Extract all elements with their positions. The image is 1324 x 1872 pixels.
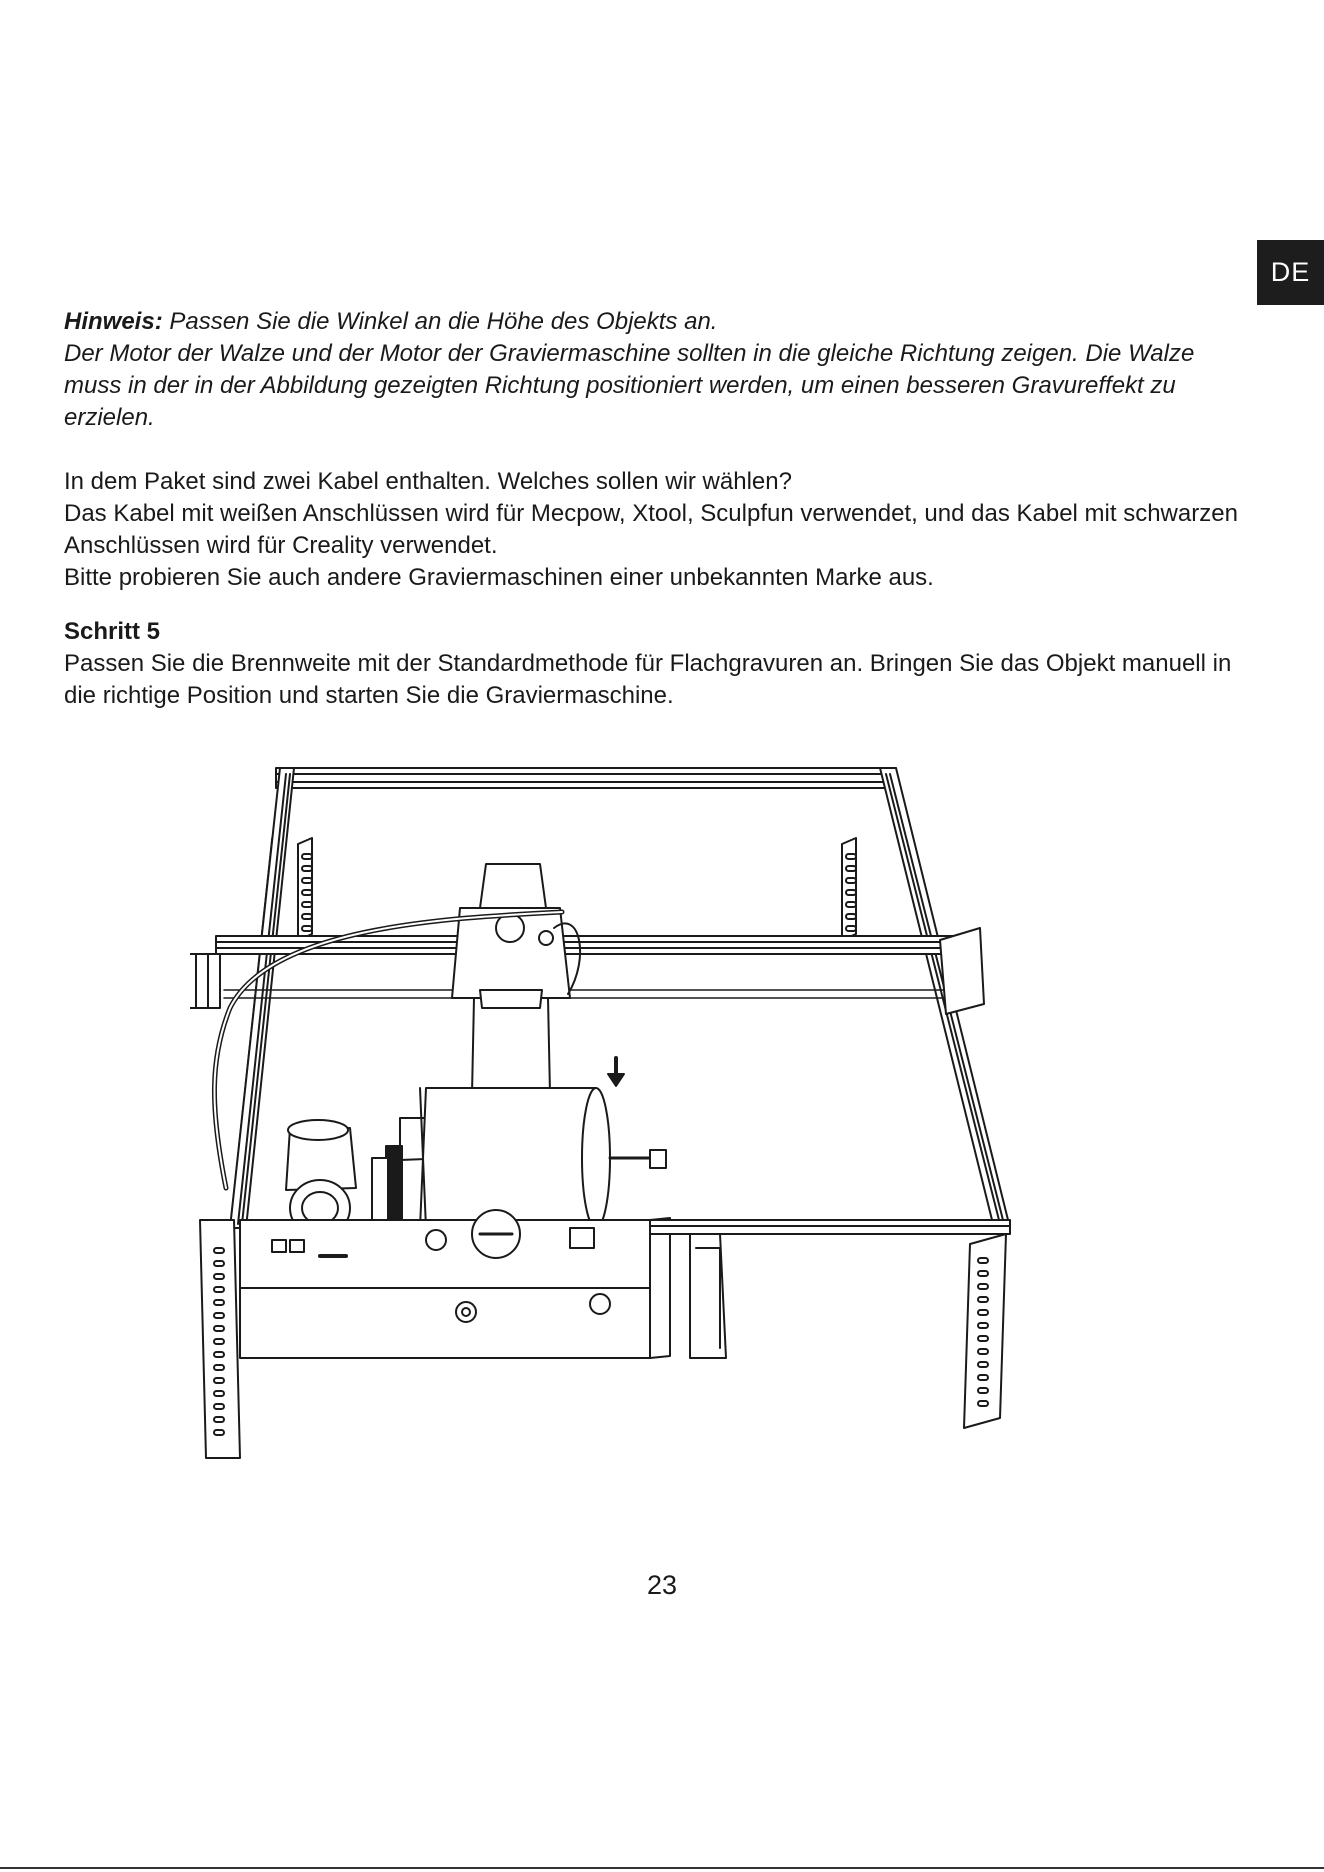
gantry-rail	[216, 936, 970, 998]
language-tab: DE	[1257, 240, 1324, 305]
page-content	[64, 306, 1244, 712]
back-rail	[276, 768, 896, 788]
cable-question: In dem Paket sind zwei Kabel enthalten. Welches sollen wir wählen?	[64, 468, 792, 495]
front-rail	[650, 1220, 1010, 1358]
cable-answer: Das Kabel mit weißen Anschlüssen wird für Mecpow, Xtool, Sculpfun verwendet, und das Kabel mit schwarzen Anschlüssen wird für Creality verwendet.	[64, 500, 1238, 559]
right-plate	[940, 928, 984, 1014]
step-block	[64, 616, 1244, 712]
note-text: Passen Sie die Winkel an die Höhe des Objekts an.	[162, 308, 718, 335]
control-box	[240, 1210, 670, 1358]
note-label: Hinweis:	[64, 308, 163, 335]
back-legs	[298, 838, 856, 940]
note-line-1	[64, 306, 1244, 338]
engraver-illustration	[190, 758, 1030, 1470]
step-title: Schritt 5	[64, 618, 161, 645]
rotary-roller	[286, 1088, 666, 1236]
page-number: 23	[646, 1570, 678, 1600]
left-motor	[190, 954, 220, 1008]
note-block	[64, 306, 1244, 434]
note-line-2: Der Motor der Walze und der Motor der Graviermaschine sollten in die gleiche Richtung zeigen. Die Walze muss in der in der Abbildung gezeigten Richtung positioniert werden, um einen besseren Gravureffekt zu erzielen.	[64, 340, 1195, 431]
step-text: Passen Sie die Brennweite mit der Standardmethode für Flachgravuren an. Bringen Sie das Objekt manuell in die richtige Position und starten Sie die Graviermaschine.	[64, 650, 1232, 709]
cable-block	[64, 466, 1244, 594]
bottom-rule	[0, 1867, 1324, 1869]
direction-arrow	[608, 1058, 624, 1086]
cable-hint: Bitte probieren Sie auch andere Graviermaschinen einer unbekannten Marke aus.	[64, 564, 934, 591]
